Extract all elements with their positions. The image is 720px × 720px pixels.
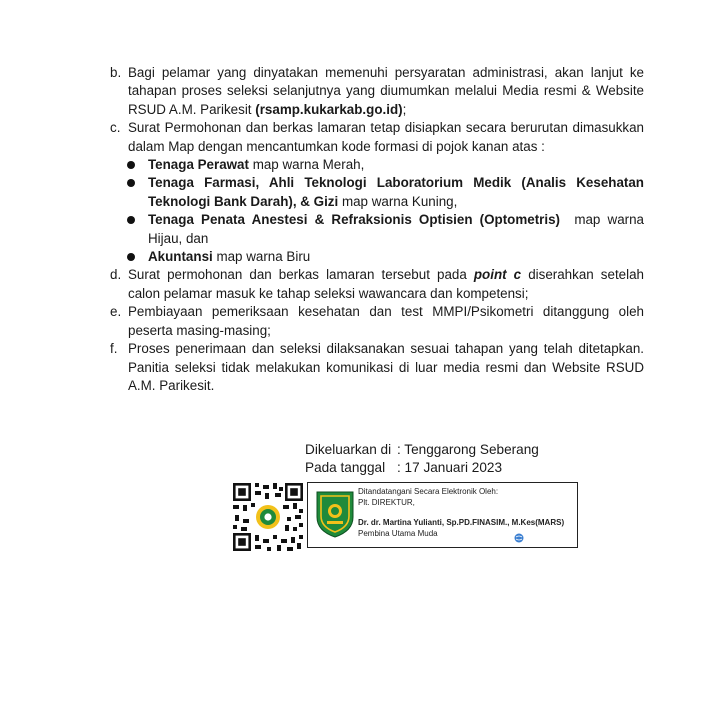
issued-date-value: : 17 Januari 2023 xyxy=(397,460,503,476)
issued-date-label: Pada tanggal xyxy=(305,460,386,476)
bullet-item xyxy=(122,156,644,174)
item-text: Surat Permohonan dan berkas lamaran tetap disiapkan secara berurutan dimasukkan dalam Map dengan mencantumkan kode formasi di pojok kanan atas : xyxy=(128,120,644,154)
bullet-bold: Tenaga Penata Anestesi & Refraksionis Optisien (Optometris) xyxy=(148,212,561,228)
item-text-after: diserahkan setelah calon pelamar masuk ke tahap seleksi wawancara dan kompetensi; xyxy=(128,267,644,301)
website-link-text: (rsamp.kukarkab.go.id) xyxy=(255,101,403,117)
bullet-bold: Akuntansi xyxy=(148,249,213,265)
bullet-dot-icon xyxy=(127,216,135,224)
bullet-item xyxy=(122,174,644,211)
globe-icon xyxy=(514,533,524,543)
item-marker: c. xyxy=(110,120,121,136)
signed-by-label: Ditandatangani Secara Elektronik Oleh: xyxy=(358,487,499,496)
item-marker: d. xyxy=(110,267,122,283)
item-text: Pembiayaan pemeriksaan kesehatan dan test MMPI/Psikometri ditanggung oleh peserta masing-masing; xyxy=(128,304,644,338)
signer-rank: Pembina Utama Muda xyxy=(358,528,438,538)
bullet-rest: map warna Biru xyxy=(212,249,311,265)
item-text-tail: ; xyxy=(402,101,407,117)
regency-emblem-icon xyxy=(313,489,357,539)
list-item-e xyxy=(112,303,644,340)
list-item-b xyxy=(112,64,644,119)
issued-place-label: Dikeluarkan di xyxy=(305,442,392,457)
electronic-signature-box xyxy=(307,482,578,548)
bullet-item xyxy=(122,248,644,266)
item-text: Proses penerimaan dan seleksi dilaksanakan sesuai tahapan yang telah ditetapkan. Panitia seleksi tidak melakukan komunikasi di luar media resmi dan Website RSUD A.M. Parikesit. xyxy=(128,341,644,393)
list-item-f xyxy=(112,340,644,395)
bullet-rest: map warna Hijau, dan xyxy=(148,212,648,246)
bullet-dot-icon xyxy=(127,161,135,169)
qr-code-icon xyxy=(233,483,303,551)
bullet-bold: Tenaga Perawat xyxy=(148,157,249,173)
bullet-bold: Tenaga Farmasi, Ahli Teknologi Laboratorium Medik (Analis Kesehatan Teknologi Bank Darah), & Gizi xyxy=(148,175,644,209)
issued-place-value: : Tenggarong Seberang xyxy=(397,442,539,457)
signer-name: Dr. dr. Martina Yulianti, Sp.PD.FINASIM., M.Kes(MARS) xyxy=(358,518,565,527)
bullet-rest: map warna Kuning, xyxy=(338,193,458,209)
issued-block xyxy=(305,441,539,478)
issued-date-row xyxy=(305,459,539,477)
item-marker: b. xyxy=(110,65,122,80)
map-color-bullets xyxy=(122,156,648,266)
item-text: Bagi pelamar yang dinyatakan memenuhi persyaratan administrasi, akan lanjut ke tahapan proses seleksi selanjutnya yang diumumkan melalui Media resmi & Website RSUD A.M. Parikesit xyxy=(128,65,644,117)
item-text: Surat permohonan dan berkas lamaran tersebut pada xyxy=(128,267,474,283)
point-c-emphasis: point c xyxy=(473,267,522,283)
bullet-rest: map warna Merah, xyxy=(248,157,365,173)
item-marker: f. xyxy=(110,341,118,357)
bullet-item xyxy=(122,211,648,248)
item-marker: e. xyxy=(110,304,122,320)
requirements-list xyxy=(110,64,648,395)
signature-text xyxy=(358,487,564,539)
list-item-d xyxy=(112,266,644,303)
issued-place-row xyxy=(305,441,539,459)
bullet-dot-icon xyxy=(127,179,135,187)
list-item-c xyxy=(110,119,648,266)
bullet-dot-icon xyxy=(127,253,135,261)
signer-position: Plt. DIREKTUR, xyxy=(358,497,415,507)
